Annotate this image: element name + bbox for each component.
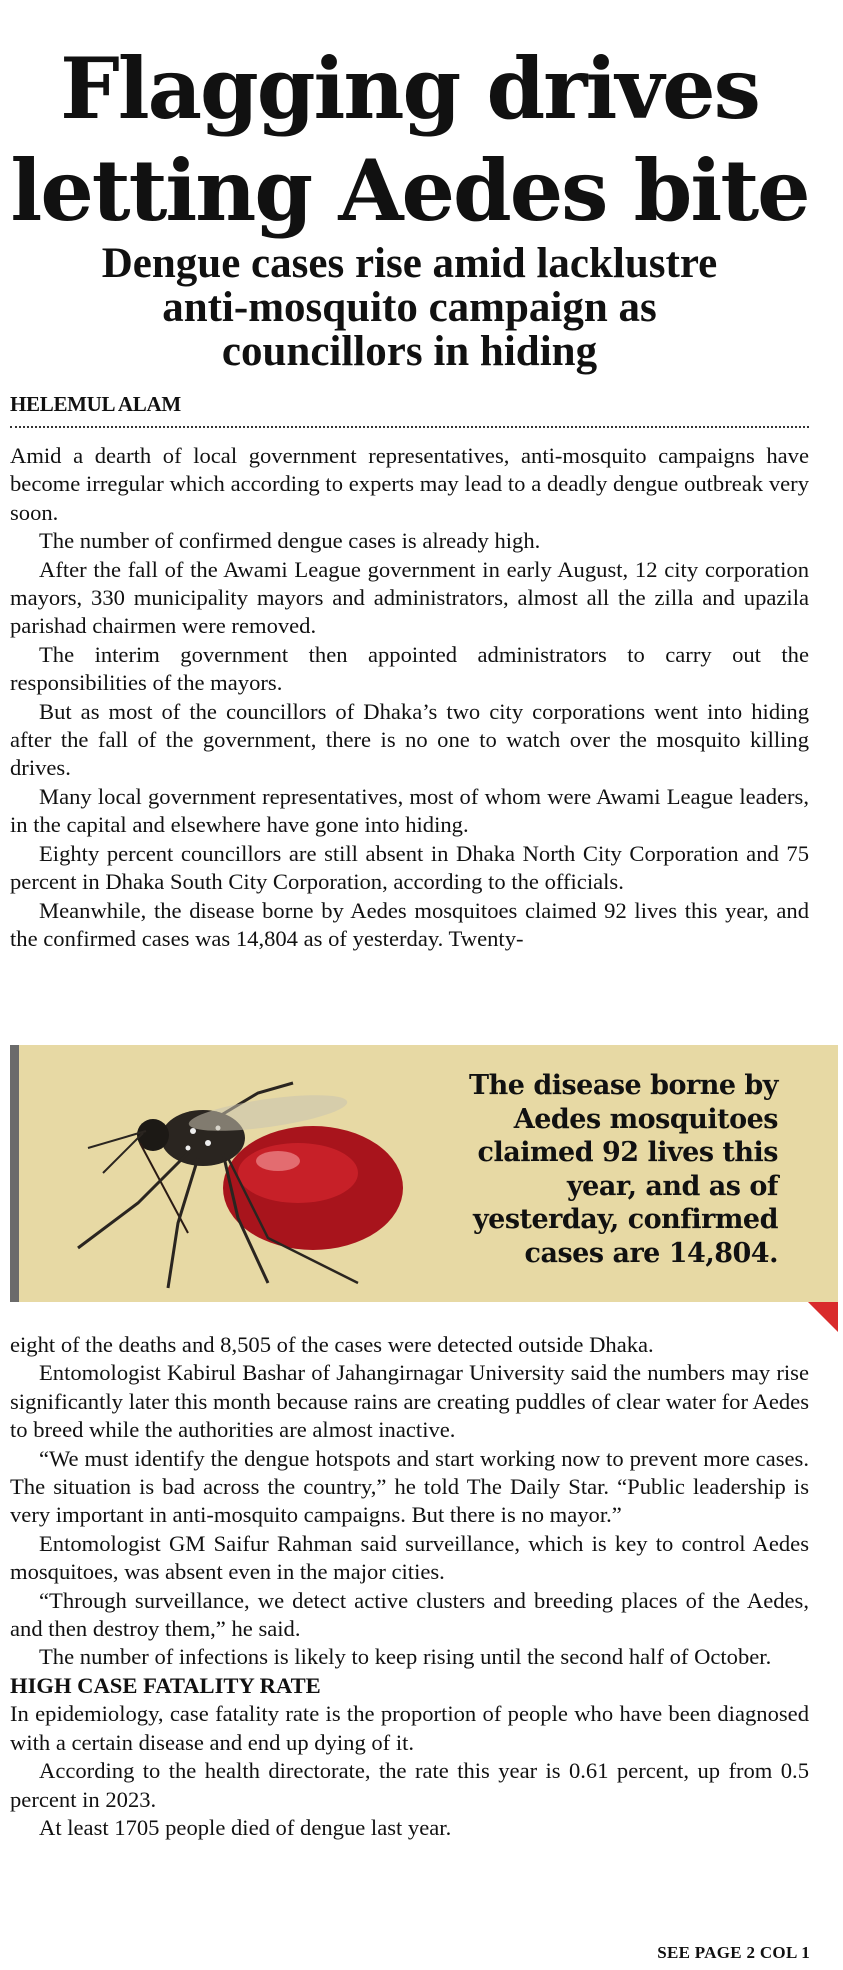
section-heading: HIGH CASE FATALITY RATE — [10, 1672, 321, 1698]
paragraph: “We must identify the dengue hotspots and start working now to prevent more cases. The situation is bad across the country,” he told The Daily Star. “Public leadership is very important in anti-mosquito campaigns. But there is no mayor.” — [10, 1445, 809, 1528]
paragraph: Amid a dearth of local government representatives, anti-mosquito campaigns have become irregular which according to experts may lead to a deadly dengue outbreak very soon. — [10, 443, 809, 525]
paragraph: Eighty percent councillors are still absent in Dhaka North City Corporation and 75 percent in Dhaka South City Corporation, according to the officials. — [10, 840, 809, 895]
headline-line-1: Flagging drives — [60, 39, 759, 138]
paragraph: But as most of the councillors of Dhaka’s two city corporations went into hiding after the fall of the government, there is no one to watch over the mosquito killing drives. — [10, 698, 809, 781]
pull-quote-box — [10, 1045, 838, 1302]
corner-fold-accent — [808, 1302, 838, 1332]
continuation-link[interactable]: SEE PAGE 2 COL 1 — [657, 1943, 810, 1962]
article-body-top — [10, 442, 809, 953]
paragraph: After the fall of the Awami League government in early August, 12 city corporation mayors, 330 municipality mayors and administrators, almost all the zilla and upazila parishad chairmen were removed. — [10, 556, 809, 639]
subhead-line-2: anti-mosquito campaign as — [162, 284, 657, 331]
paragraph: The interim government then appointed administrators to carry out the responsibilities of the mayors. — [10, 641, 809, 696]
paragraph: “Through surveillance, we detect active clusters and breeding places of the Aedes, and then destroy them,” he said. — [10, 1587, 809, 1642]
paragraph: Entomologist Kabirul Bashar of Jahangirnagar University said the numbers may rise significantly later this month because rains are creating puddles of clear water for Aedes to breed while the authorities are almost inactive. — [10, 1360, 809, 1443]
paragraph: Meanwhile, the disease borne by Aedes mosquitoes claimed 92 lives this year, and the confirmed cases was 14,804 as of yesterday. Twenty- — [10, 897, 809, 951]
paragraph: At least 1705 people died of dengue last year. — [39, 1814, 452, 1840]
subhead-line-3: councillors in hiding — [221, 328, 598, 375]
paragraph: Many local government representatives, most of whom were Awami League leaders, in the capital and elsewhere have gone into hiding. — [10, 783, 809, 838]
paragraph: Entomologist GM Saifur Rahman said surveillance, which is key to control Aedes mosquitoes, was absent even in the major cities. — [10, 1530, 809, 1585]
byline: HELEMUL ALAM — [10, 392, 181, 416]
headline-line-2: letting Aedes bite — [10, 141, 809, 240]
mosquito-illustration — [28, 1053, 448, 1293]
paragraph: The number of infections is likely to keep rising until the second half of October. — [39, 1644, 772, 1670]
dotted-divider — [10, 426, 809, 428]
article-body-bottom — [10, 1331, 809, 1842]
headline — [10, 38, 809, 242]
pull-quote: The disease borne by Aedes mosquitoes claimed 92 lives this year, and as of yesterday, confirmed cases are 14,804. — [469, 1070, 778, 1269]
paragraph: eight of the deaths and 8,505 of the cases were detected outside Dhaka. — [10, 1332, 654, 1357]
pull-quote-side-bar — [10, 1045, 19, 1302]
paragraph: According to the health directorate, the rate this year is 0.61 percent, up from 0.5 percent in 2023. — [10, 1758, 809, 1812]
subhead-line-1: Dengue cases rise amid lacklustre — [101, 240, 718, 287]
subheadline — [10, 242, 809, 374]
paragraph: In epidemiology, case fatality rate is the proportion of people who have been diagnosed with a certain disease and end up dying of it. — [10, 1701, 809, 1755]
paragraph: The number of confirmed dengue cases is already high. — [39, 528, 541, 554]
article-top — [10, 0, 809, 953]
